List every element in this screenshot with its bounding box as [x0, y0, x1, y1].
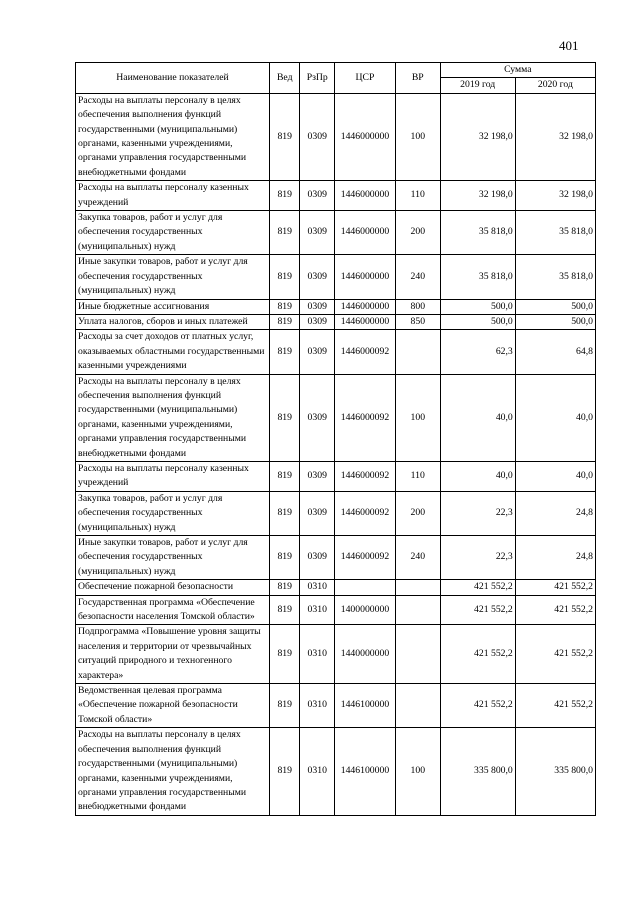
cell-name: Расходы на выплаты персоналу казенных учреждений [76, 181, 270, 211]
header-2020: 2020 год [515, 78, 595, 93]
table-row [76, 314, 596, 329]
cell-rzpr: 0309 [300, 314, 335, 329]
cell-rzpr: 0309 [300, 330, 335, 374]
table-row [76, 625, 596, 684]
cell-y2020: 32 198,0 [515, 181, 595, 211]
table-header [76, 63, 596, 94]
cell-y2020: 421 552,2 [515, 595, 595, 625]
table-row [76, 580, 596, 595]
cell-name: Расходы на выплаты персоналу в целях обеспечения выполнения функций государственными (муниципальными) органами, казенными учреждениями, органами управления государственными внебюджетными фондами [76, 374, 270, 461]
table-row [76, 684, 596, 728]
cell-vr: 100 [395, 93, 440, 180]
cell-y2020: 500,0 [515, 314, 595, 329]
cell-ved: 819 [269, 580, 299, 595]
cell-y2020: 24,8 [515, 536, 595, 580]
cell-y2020: 35 818,0 [515, 255, 595, 299]
cell-y2020: 421 552,2 [515, 684, 595, 728]
cell-y2020: 64,8 [515, 330, 595, 374]
table-row [76, 595, 596, 625]
cell-rzpr: 0310 [300, 728, 335, 815]
cell-y2020: 500,0 [515, 299, 595, 314]
cell-csr: 1446000092 [334, 330, 395, 374]
table-row [76, 299, 596, 314]
cell-y2019: 32 198,0 [440, 181, 515, 211]
cell-csr: 1446000092 [334, 536, 395, 580]
cell-y2019: 335 800,0 [440, 728, 515, 815]
cell-vr: 850 [395, 314, 440, 329]
cell-vr [395, 684, 440, 728]
table-row [76, 728, 596, 815]
cell-rzpr: 0309 [300, 536, 335, 580]
header-ved: Вед [269, 63, 299, 94]
cell-ved: 819 [269, 255, 299, 299]
cell-y2020: 421 552,2 [515, 625, 595, 684]
cell-name: Иные закупки товаров, работ и услуг для обеспечения государственных (муниципальных) нужд [76, 536, 270, 580]
cell-csr: 1446000000 [334, 314, 395, 329]
cell-rzpr: 0309 [300, 461, 335, 491]
cell-ved: 819 [269, 461, 299, 491]
cell-vr: 110 [395, 181, 440, 211]
cell-name: Закупка товаров, работ и услуг для обеспечения государственных (муниципальных) нужд [76, 491, 270, 535]
table-row [76, 211, 596, 255]
cell-rzpr: 0309 [300, 211, 335, 255]
table-row [76, 374, 596, 461]
cell-ved: 819 [269, 299, 299, 314]
cell-y2019: 32 198,0 [440, 93, 515, 180]
page-number: 401 [559, 38, 579, 53]
cell-vr [395, 595, 440, 625]
cell-y2019: 500,0 [440, 299, 515, 314]
cell-csr: 1446000000 [334, 181, 395, 211]
table-row [76, 536, 596, 580]
cell-ved: 819 [269, 330, 299, 374]
cell-y2019: 40,0 [440, 374, 515, 461]
cell-y2019: 22,3 [440, 491, 515, 535]
cell-ved: 819 [269, 211, 299, 255]
cell-rzpr: 0309 [300, 181, 335, 211]
cell-ved: 819 [269, 314, 299, 329]
cell-name: Расходы на выплаты персоналу казенных учреждений [76, 461, 270, 491]
cell-y2019: 40,0 [440, 461, 515, 491]
cell-y2019: 500,0 [440, 314, 515, 329]
cell-rzpr: 0310 [300, 625, 335, 684]
cell-name: Расходы за счет доходов от платных услуг, оказываемых областными государственными казенными учреждениями [76, 330, 270, 374]
cell-vr [395, 625, 440, 684]
table-row [76, 491, 596, 535]
cell-ved: 819 [269, 595, 299, 625]
cell-y2020: 32 198,0 [515, 93, 595, 180]
cell-vr: 110 [395, 461, 440, 491]
header-rzpr: РзПр [300, 63, 335, 94]
cell-rzpr: 0309 [300, 374, 335, 461]
cell-ved: 819 [269, 536, 299, 580]
cell-ved: 819 [269, 684, 299, 728]
cell-rzpr: 0310 [300, 684, 335, 728]
cell-rzpr: 0309 [300, 299, 335, 314]
cell-name: Иные бюджетные ассигнования [76, 299, 270, 314]
cell-ved: 819 [269, 93, 299, 180]
cell-csr: 1446100000 [334, 728, 395, 815]
cell-csr: 1446000000 [334, 93, 395, 180]
cell-rzpr: 0309 [300, 255, 335, 299]
cell-y2019: 421 552,2 [440, 595, 515, 625]
cell-rzpr: 0310 [300, 580, 335, 595]
cell-csr: 1440000000 [334, 625, 395, 684]
cell-csr: 1446000092 [334, 374, 395, 461]
cell-y2019: 35 818,0 [440, 255, 515, 299]
cell-csr: 1446100000 [334, 684, 395, 728]
cell-vr: 240 [395, 255, 440, 299]
cell-ved: 819 [269, 491, 299, 535]
table-row [76, 93, 596, 180]
table-row [76, 461, 596, 491]
cell-name: Расходы на выплаты персоналу в целях обеспечения выполнения функций государственными (муниципальными) органами, казенными учреждениями, органами управления государственными внебюджетными фондами [76, 728, 270, 815]
header-sum: Сумма [440, 63, 595, 78]
cell-rzpr: 0309 [300, 93, 335, 180]
header-vr: ВР [395, 63, 440, 94]
cell-vr: 800 [395, 299, 440, 314]
table-row [76, 255, 596, 299]
cell-vr [395, 580, 440, 595]
cell-y2019: 35 818,0 [440, 211, 515, 255]
cell-y2019: 22,3 [440, 536, 515, 580]
cell-rzpr: 0310 [300, 595, 335, 625]
cell-ved: 819 [269, 625, 299, 684]
cell-csr: 1446000000 [334, 211, 395, 255]
cell-y2020: 24,8 [515, 491, 595, 535]
cell-vr: 100 [395, 728, 440, 815]
cell-y2020: 421 552,2 [515, 580, 595, 595]
cell-name: Уплата налогов, сборов и иных платежей [76, 314, 270, 329]
cell-csr: 1446000000 [334, 255, 395, 299]
cell-ved: 819 [269, 374, 299, 461]
cell-y2020: 40,0 [515, 461, 595, 491]
cell-y2019: 421 552,2 [440, 625, 515, 684]
cell-csr: 1446000092 [334, 491, 395, 535]
cell-ved: 819 [269, 181, 299, 211]
cell-vr [395, 330, 440, 374]
cell-name: Закупка товаров, работ и услуг для обеспечения государственных (муниципальных) нужд [76, 211, 270, 255]
cell-name: Обеспечение пожарной безопасности [76, 580, 270, 595]
cell-vr: 200 [395, 491, 440, 535]
header-2019: 2019 год [440, 78, 515, 93]
header-name: Наименование показателей [76, 63, 270, 94]
cell-y2019: 421 552,2 [440, 684, 515, 728]
cell-vr: 200 [395, 211, 440, 255]
cell-name: Расходы на выплаты персоналу в целях обеспечения выполнения функций государственными (муниципальными) органами, казенными учреждениями, органами управления государственными внебюджетными фондами [76, 93, 270, 180]
cell-csr: 1446000092 [334, 461, 395, 491]
cell-name: Ведомственная целевая программа «Обеспечение пожарной безопасности Томской области» [76, 684, 270, 728]
cell-y2020: 35 818,0 [515, 211, 595, 255]
cell-y2020: 335 800,0 [515, 728, 595, 815]
cell-rzpr: 0309 [300, 491, 335, 535]
cell-name: Государственная программа «Обеспечение безопасности населения Томской области» [76, 595, 270, 625]
cell-csr: 1400000000 [334, 595, 395, 625]
cell-vr: 100 [395, 374, 440, 461]
header-csr: ЦСР [334, 63, 395, 94]
budget-table [75, 62, 596, 816]
cell-y2019: 62,3 [440, 330, 515, 374]
table-row [76, 330, 596, 374]
table-row [76, 181, 596, 211]
table-body [76, 93, 596, 815]
cell-csr [334, 580, 395, 595]
cell-ved: 819 [269, 728, 299, 815]
cell-vr: 240 [395, 536, 440, 580]
cell-name: Иные закупки товаров, работ и услуг для обеспечения государственных (муниципальных) нужд [76, 255, 270, 299]
cell-y2020: 40,0 [515, 374, 595, 461]
cell-name: Подпрограмма «Повышение уровня защиты населения и территории от чрезвычайных ситуаций природного и техногенного характера» [76, 625, 270, 684]
cell-y2019: 421 552,2 [440, 580, 515, 595]
cell-csr: 1446000000 [334, 299, 395, 314]
